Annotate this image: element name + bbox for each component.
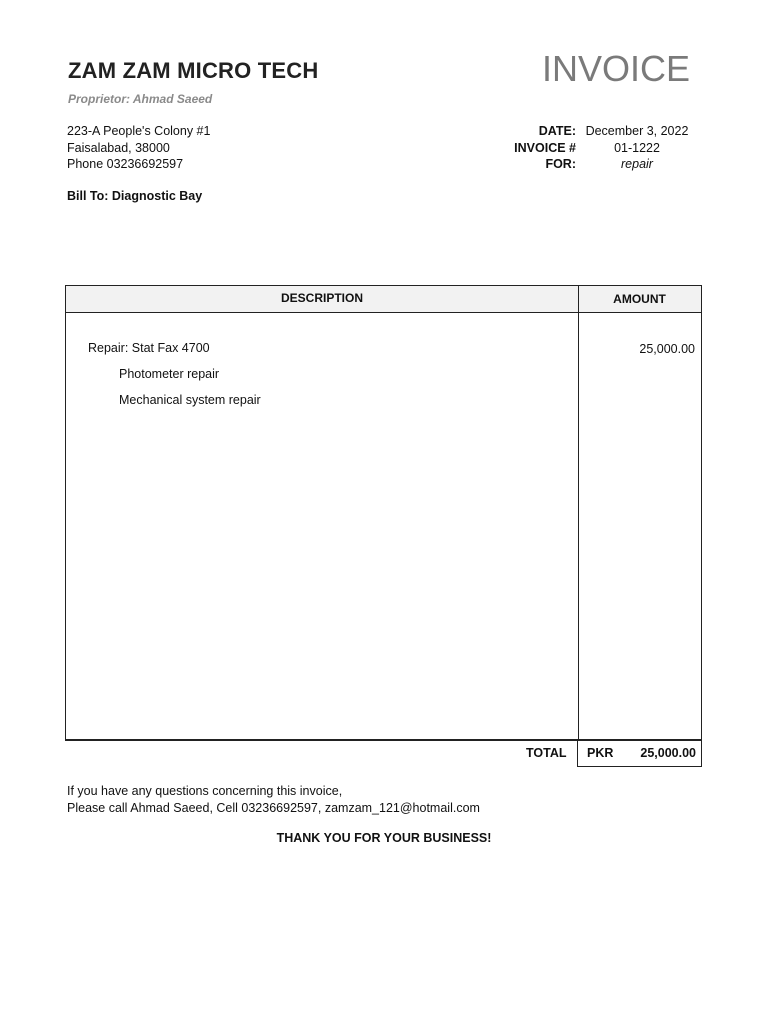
- company-name: ZAM ZAM MICRO TECH: [68, 58, 319, 83]
- note-line: Please call Ahmad Saeed, Cell 03236692597, zamzam_121@hotmail.com: [67, 800, 480, 815]
- date-value: December 3, 2022: [585, 124, 689, 138]
- phone-line: Phone 03236692597: [67, 157, 184, 171]
- thank-you-message: THANK YOU FOR YOUR BUSINESS!: [276, 831, 492, 845]
- contact-note: [67, 783, 480, 816]
- proprietor-name: Proprietor: Ahmad Saeed: [68, 92, 213, 106]
- bill-to: Bill To: Diagnostic Bay: [67, 189, 203, 203]
- invoice-number-value: 01-1222: [614, 140, 660, 155]
- line-items-table: [65, 285, 702, 741]
- for-label: FOR:: [545, 157, 576, 171]
- line-item-description: Repair: Stat Fax 4700: [88, 341, 210, 355]
- line-item-detail: Mechanical system repair: [119, 393, 261, 407]
- line-item-amount: 25,000.00: [639, 342, 695, 356]
- date-row: [470, 123, 692, 140]
- total-box: [577, 741, 702, 767]
- total-label: TOTAL: [526, 746, 567, 760]
- address-line: Faisalabad, 38000: [67, 140, 170, 155]
- description-column-header: DESCRIPTION: [280, 291, 363, 305]
- line-item-detail: Photometer repair: [119, 367, 220, 381]
- address-line: 223-A People's Colony #1: [67, 124, 211, 138]
- amount-column-header: AMOUNT: [613, 292, 666, 306]
- total-currency: PKR: [587, 746, 614, 760]
- invoice-number-row: [470, 140, 692, 157]
- invoice-meta: [470, 123, 692, 173]
- for-row: [470, 156, 692, 173]
- table-header: [66, 286, 701, 313]
- note-line: If you have any questions concerning this invoice,: [67, 784, 343, 798]
- invoice-number-label: INVOICE #: [514, 140, 576, 155]
- date-label: DATE:: [538, 124, 576, 138]
- column-divider: [578, 286, 579, 739]
- total-amount: 25,000.00: [640, 746, 696, 760]
- for-value: repair: [621, 157, 653, 171]
- company-address: [67, 123, 210, 173]
- document-title: INVOICE: [541, 48, 690, 89]
